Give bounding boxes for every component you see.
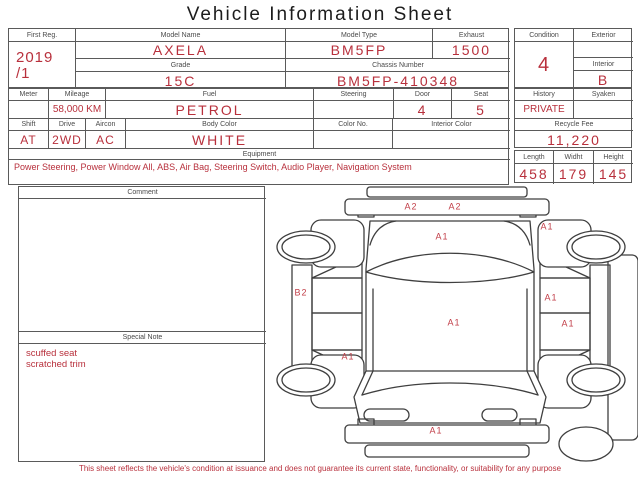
- interior-label: Interior: [574, 58, 633, 71]
- steering-label: Steering: [314, 89, 394, 101]
- interior-color-value: [393, 131, 510, 149]
- special-note-line-1: scuffed seat: [26, 348, 78, 359]
- right-rear-wheel-inner: [572, 368, 620, 392]
- model-type-value: BM5FP: [286, 42, 433, 59]
- history-panel: [514, 88, 632, 148]
- drive-label: Drive: [49, 119, 86, 131]
- comment-box: [18, 186, 265, 462]
- equipment-value: Power Steering, Power Window All, ABS, Air Bag, Steering Switch, Audio Player, Navigation System: [14, 162, 412, 172]
- rear-bumper: [345, 425, 549, 443]
- mileage-value: 58,000 KM: [49, 101, 106, 119]
- damage-label-b2: B2: [294, 287, 308, 298]
- specs-table: [8, 88, 509, 185]
- model-type-label: Model Type: [286, 29, 433, 42]
- right-outer-panel: [608, 255, 638, 440]
- aircon-value: AC: [86, 131, 126, 149]
- interior-value: B: [597, 72, 610, 88]
- damage-label-a1: A1: [341, 351, 355, 362]
- mileage-label: Mileage: [49, 89, 106, 101]
- chassis-number-value: BM5FP-410348: [336, 72, 460, 89]
- first-reg-month: /1: [16, 64, 31, 82]
- width-value: 179: [554, 164, 594, 184]
- right-sill-panel: [590, 265, 610, 377]
- rear-bumper-lower-bar: [365, 445, 529, 457]
- first-reg-value: [9, 42, 76, 89]
- special-note-label: Special Note: [19, 331, 266, 344]
- recycle-fee-value: 11,220: [547, 132, 601, 148]
- damage-label-a2: A2: [404, 201, 418, 212]
- damage-label-a1: A1: [435, 231, 449, 242]
- front-bumper-upper-bar: [367, 187, 527, 197]
- history-label: History: [515, 89, 574, 101]
- drive-value: 2WD: [49, 131, 86, 149]
- exterior-value: [574, 42, 633, 58]
- height-label: Height: [594, 151, 633, 164]
- seat-value: 5: [452, 101, 510, 119]
- damage-label-a1: A1: [561, 318, 575, 329]
- grade-value: 15C: [76, 72, 286, 89]
- door-label: Door: [394, 89, 452, 101]
- syaken-value: [574, 101, 633, 119]
- chassis-number-label: Chassis Number: [286, 59, 510, 72]
- spare-tire-icon: [559, 427, 613, 461]
- comment-label: Comment: [19, 187, 266, 199]
- left-sill-panel: [292, 265, 312, 377]
- page-title: Vehicle Information Sheet: [186, 4, 454, 25]
- damage-label-a1: A1: [447, 317, 461, 328]
- condition-panel: [514, 28, 632, 88]
- disclaimer-text: This sheet reflects the vehicle's condition at issuance and does not guarantee its current state, functionality, or suitability for any purpose: [78, 464, 562, 473]
- fuel-label: Fuel: [106, 89, 314, 101]
- height-value: 145: [598, 166, 629, 182]
- left-rear-wheel-inner: [282, 368, 330, 392]
- aircon-label: Aircon: [86, 119, 126, 131]
- length-value: 458: [515, 164, 554, 184]
- color-no-label: Color No.: [314, 119, 393, 131]
- comment-value: [19, 199, 266, 331]
- body-color-label: Body Color: [126, 119, 314, 131]
- shift-label: Shift: [9, 119, 49, 131]
- exterior-label: Exterior: [574, 29, 633, 42]
- damage-label-a1: A1: [540, 221, 554, 232]
- meter-label: Meter: [9, 89, 49, 101]
- damage-label-a2: A2: [448, 201, 462, 212]
- left-front-wheel-inner: [282, 235, 330, 259]
- door-value: 4: [394, 101, 452, 119]
- right-front-wheel-inner: [572, 235, 620, 259]
- header-table: [8, 28, 509, 88]
- fuel-value: PETROL: [106, 101, 314, 119]
- car-damage-diagram: [264, 185, 638, 462]
- dimensions-panel: [514, 150, 632, 183]
- steering-value: [314, 101, 394, 119]
- length-label: Length: [515, 151, 554, 164]
- grade-label: Grade: [76, 59, 286, 72]
- left-rear-door-panel: [312, 313, 362, 350]
- first-reg-year: 2019: [16, 48, 54, 66]
- history-value: PRIVATE: [515, 101, 574, 119]
- model-name-value: AXELA: [76, 42, 286, 59]
- special-note-line-2: scratched trim: [26, 359, 86, 370]
- first-reg-label: First Reg.: [9, 29, 76, 42]
- condition-label: Condition: [515, 29, 574, 42]
- damage-label-a1: A1: [544, 292, 558, 303]
- special-note-value: [19, 344, 266, 463]
- damage-label-a1: A1: [429, 425, 443, 436]
- equipment-label: Equipment: [9, 149, 510, 160]
- syaken-label: Syaken: [574, 89, 633, 101]
- shift-value: AT: [9, 131, 49, 149]
- left-front-door-panel: [312, 278, 362, 313]
- seat-label: Seat: [452, 89, 510, 101]
- condition-value: 4: [515, 42, 574, 89]
- color-no-value: [314, 131, 393, 149]
- meter-value: [9, 101, 49, 119]
- model-name-label: Model Name: [76, 29, 286, 42]
- interior-color-label: Interior Color: [393, 119, 510, 131]
- exhaust-label: Exhaust: [433, 29, 510, 42]
- exhaust-value: 1500: [433, 42, 510, 59]
- width-label: Widht: [554, 151, 594, 164]
- body-color-value: WHITE: [126, 131, 314, 149]
- recycle-fee-label: Recycle Fee: [515, 119, 633, 131]
- front-bumper: [345, 199, 549, 215]
